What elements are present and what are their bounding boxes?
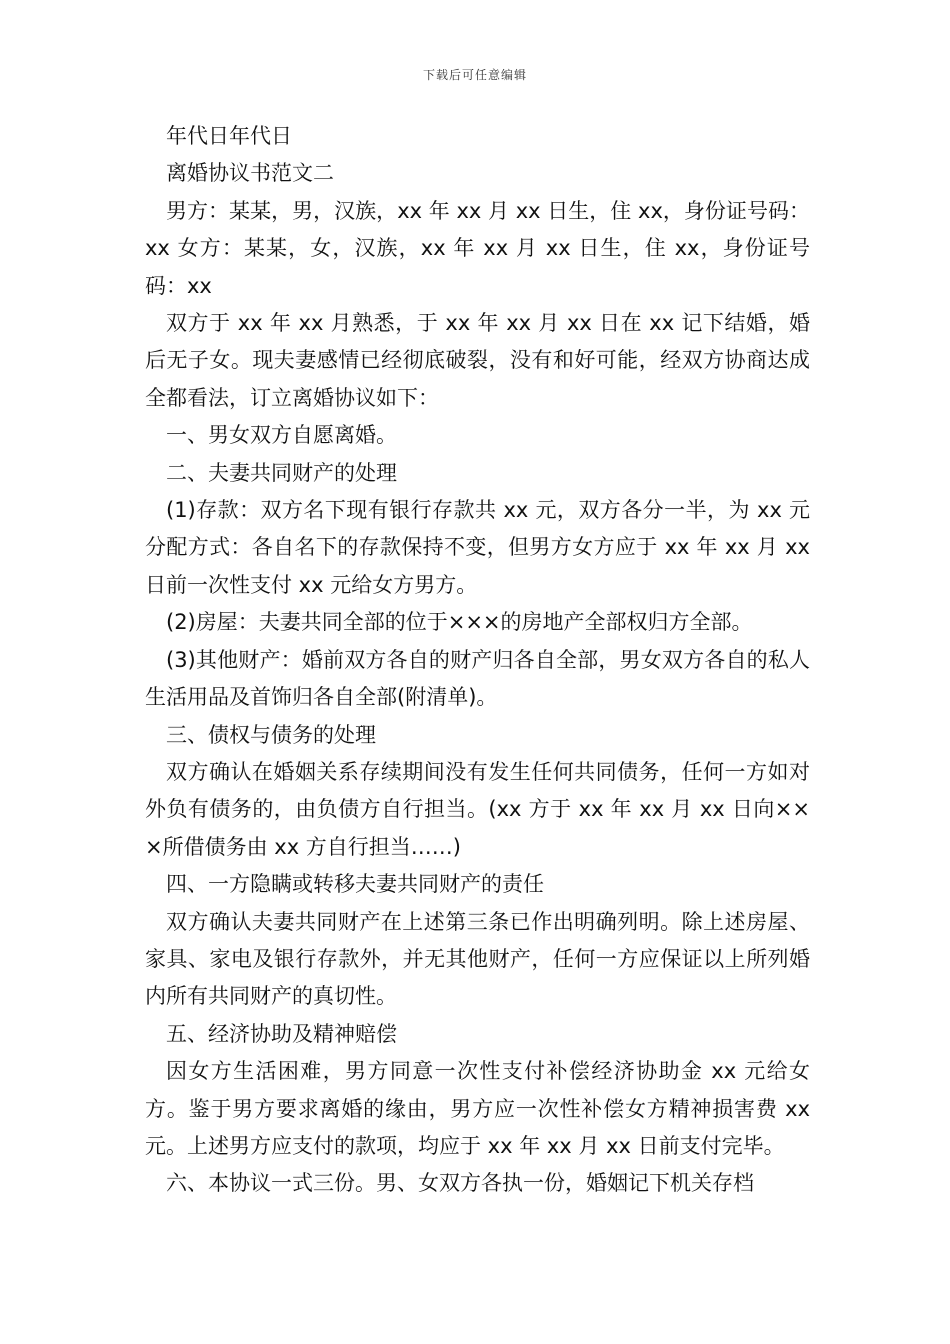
date-line: 年代日年代日 — [166, 124, 292, 148]
document-body — [145, 118, 810, 1203]
clause-5-body: 因女方生活困难，男方同意一次性支付补偿经济协助金 xx 元给女方。鉴于男方要求离婚的缘由，男方应一次性补偿女方精神损害费 xx 元。上述男方应支付的款项，均应于 xx 年 xx 月 xx 日前支付完毕。 — [145, 1059, 810, 1158]
parties-info: 男方：某某，男，汉族，xx 年 xx 月 xx 日生，住 xx，身份证号码：xx 女方：某某，女，汉族，xx 年 xx 月 xx 日生，住 xx，身份证号码：xx — [145, 198, 810, 298]
page-header-note: 下载后可任意编辑 — [422, 68, 527, 82]
clause-2-housing: (2)房屋：夫妻共同全部的位于×××的房地产全部权归方全部。 — [166, 610, 753, 635]
clause-4-body: 双方确认夫妻共同财产在上述第三条已作出明确列明。除上述房屋、家具、家电及银行存款外，并无其他财产，任何一方应保证以上所列婚内所有共同财产的真切性。 — [145, 909, 810, 1009]
clause-2-other-property: (3)其他财产：婚前双方各自的财产归各自全部，男女双方各自的私人生活用品及首饰归各自全部(附清单)。 — [145, 647, 810, 710]
clause-1-heading: 一、男女双方自愿离婚。 — [166, 423, 397, 448]
document-title: 离婚协议书范文二 — [166, 161, 334, 186]
clause-2-heading: 二、夫妻共同财产的处理 — [166, 460, 397, 485]
clause-4-heading: 四、一方隐瞒或转移夫妻共同财产的责任 — [166, 872, 544, 897]
preamble-paragraph: 双方于 xx 年 xx 月熟悉，于 xx 年 xx 月 xx 日在 xx 记下结婚，婚后无子女。现夫妻感情已经彻底破裂，没有和好可能，经双方协商达成全都看法，订立离婚协议如下： — [145, 311, 810, 410]
clause-2-deposits: (1)存款：双方名下现有银行存款共 xx 元，双方各分一半，为 xx 元分配方式：各自名下的存款保持不变，但男方女方应于 xx 年 xx 月 xx 日前一次性支付 xx 元给女方男方。 — [145, 498, 810, 597]
clause-6-text: 六、本协议一式三份。男、女双方各执一份，婚姻记下机关存档 — [166, 1171, 754, 1196]
clause-5-heading: 五、经济协助及精神赔偿 — [166, 1021, 397, 1046]
clause-3-body: 双方确认在婚姻关系存续期间没有发生任何共同债务，任何一方如对外负有债务的，由负债方自行担当。(xx 方于 xx 年 xx 月 xx 日向×××所借债务由 xx 方自行担当……) — [145, 759, 810, 859]
clause-3-heading: 三、债权与债务的处理 — [166, 722, 376, 747]
